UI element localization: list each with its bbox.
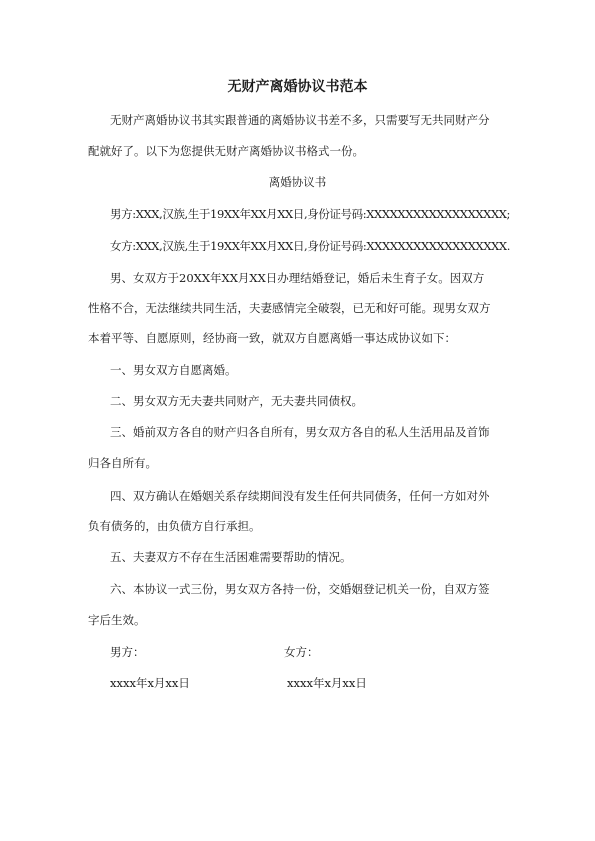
woman-info: 女方:XXX,汉族,生于19XX年XX月XX日,身份证号码:XXXXXXXXXXXXXXXXXX. <box>110 239 510 253</box>
clause-4-line-1: 四、双方确认在婚姻关系存续期间没有发生任何共同债务，任何一方如对外 <box>110 489 490 503</box>
woman-signature-date: xxxx年x月xx日 <box>287 676 367 690</box>
clause-4-line-2: 负有债务的，由负债方自行承担。 <box>88 519 261 533</box>
woman-signature-label: 女方： <box>284 645 319 659</box>
clause-3-line-2: 归各自所有。 <box>88 456 157 470</box>
man-signature-date: xxxx年x月xx日 <box>110 676 190 690</box>
intro-line-1: 无财产离婚协议书其实跟普通的离婚协议书差不多，只需要写无共同财产分 <box>110 113 490 127</box>
intro-line-2: 配就好了。以下为您提供无财产离婚协议书格式一份。 <box>88 144 364 158</box>
clause-2: 二、男女双方无夫妻共同财产，无夫妻共同债权。 <box>110 394 363 408</box>
clause-1: 一、男女双方自愿离婚。 <box>110 363 237 377</box>
preamble-line-1: 男、女双方于20XX年XX月XX日办理结婚登记，婚后未生育子女。因双方 <box>110 271 485 285</box>
man-info: 男方:XXX,汉族,生于19XX年XX月XX日,身份证号码:XXXXXXXXXXXXXXXXXX; <box>110 207 511 221</box>
clause-6-line-2: 字后生效。 <box>88 613 146 627</box>
preamble-line-2: 性格不合，无法继续共同生活，夫妻感情完全破裂，已无和好可能。现男女双方 <box>88 301 491 315</box>
document-title: 无财产离婚协议书范本 <box>227 79 368 95</box>
preamble-line-3: 本着平等、自愿原则，经协商一致，就双方自愿离婚一事达成协议如下： <box>88 331 456 345</box>
clause-5: 五、夫妻双方不存在生活困难需要帮助的情况。 <box>110 550 352 564</box>
man-signature-label: 男方： <box>110 645 145 659</box>
agreement-subtitle: 离婚协议书 <box>268 175 327 189</box>
clause-3-line-1: 三、婚前双方各自的财产归各自所有，男女双方各自的私人生活用品及首饰 <box>110 425 490 439</box>
clause-6-line-1: 六、本协议一式三份，男女双方各持一份，交婚姻登记机关一份，自双方签 <box>110 582 490 596</box>
